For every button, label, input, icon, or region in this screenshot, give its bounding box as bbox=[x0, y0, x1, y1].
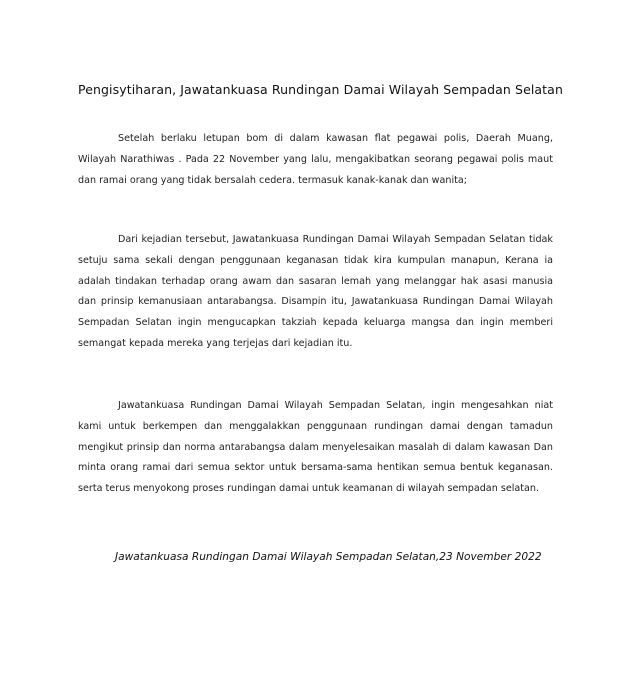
paragraph-2 bbox=[78, 230, 553, 355]
paragraph-line: Dari kejadian tersebut, Jawatankuasa Rundingan Damai Wilayah Sempadan Selatan tidak bbox=[118, 234, 553, 245]
paragraph-line: Sempadan Selatan ingin mengucapkan takziah kepada keluarga mangsa dan ingin memberi bbox=[78, 317, 553, 329]
paragraph-line: kami untuk berkempen dan menggalakkan penggunaan rundingan damai dengan tamadun bbox=[78, 420, 553, 432]
paragraph-line: adalah tindakan terhadap orang awam dan sasaran lemah yang melanggar hak asasi manusia bbox=[78, 275, 553, 287]
paragraph-line: Setelah berlaku letupan bom di dalam kawasan flat pegawai polis, Daerah Muang, bbox=[118, 133, 553, 144]
paragraph-1 bbox=[78, 129, 553, 191]
paragraph-line: dan prinsip kemanusiaan antarabangsa. Disampin itu, Jawatankuasa Rundingan Damai Wilayah bbox=[78, 296, 553, 308]
paragraph-line: minta orang ramai dari semua sektor untuk bersama-sama hentikan semua bentuk keganasan. bbox=[78, 462, 553, 474]
paragraph-3 bbox=[78, 396, 553, 500]
document-title: Pengisytiharan, Jawatankuasa Rundingan Damai Wilayah Sempadan Selatan bbox=[78, 82, 563, 97]
paragraph-line: setuju sama sekali dengan penggunaan keganasan tidak kira kumpulan manapun, Kerana ia bbox=[78, 254, 553, 266]
paragraph-line: semangat kepada mereka yang terjejas dari kejadian itu. bbox=[78, 337, 353, 349]
paragraph-line: dan ramai orang yang tidak bersalah cedera. termasuk kanak-kanak dan wanita; bbox=[78, 174, 467, 186]
document-signature: Jawatankuasa Rundingan Damai Wilayah Sempadan Selatan,23 November 2022 bbox=[115, 551, 542, 563]
paragraph-line: Jawatankuasa Rundingan Damai Wilayah Sempadan Selatan, ingin mengesahkan niat bbox=[118, 400, 553, 411]
paragraph-line: Wilayah Narathiwas . Pada 22 November yang lalu, mengakibatkan seorang pegawai polis maut bbox=[78, 153, 553, 165]
paragraph-line: serta terus menyokong proses rundingan damai untuk keamanan di wilayah sempadan selatan. bbox=[78, 483, 540, 495]
paragraph-line: mengikut prinsip dan norma antarabangsa dalam menyelesaikan masalah di dalam kawasan Dan bbox=[78, 441, 553, 453]
